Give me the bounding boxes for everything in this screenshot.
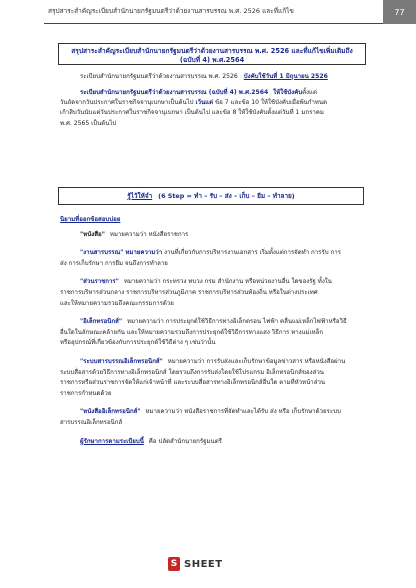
def-7-text: คือ ปลัดสำนักนายกรัฐมนตรี: [148, 437, 222, 445]
def-5-term: "ระบบสารบรรณอิเล็กทรอนิกส์": [80, 357, 163, 365]
paragraph-2-line3: เก้าสิบวันนับแต่วันประกาศในราชกิจจานุเบกษา เป็นต้นไป และข้อ 8 ให้ใช้บังคับตั้งแต่วันที่ 1 มกราคม: [60, 109, 324, 117]
paragraph-2: [60, 88, 366, 129]
sheet-logo-icon: S: [168, 557, 180, 571]
paragraph-2-line2a: วันถัดจากวันประกาศในราชกิจจานุเบกษาเป็นต้นไป: [60, 99, 194, 107]
title-box: [58, 43, 366, 65]
def-5-line3: ราชการหรือส่วนราชการจัดให้แก่เจ้าหน้าที่ และระบบสื่อสารทางอิเล็กทรอนิกส์อื่นใด ตามที่หัวหน้าส่วน: [60, 379, 326, 387]
paragraph-1-text: ระเบียบสำนักนายกรัฐมนตรีว่าด้วยงานสารบรรณ พ.ศ. 2526: [80, 73, 238, 80]
title-line-1: สรุปสาระสำคัญระเบียบสำนักนายกรัฐมนตรีว่าด้วยงานสารบรรณ พ.ศ. 2526 และที่แก้ไขเพิ่มเติมถึง: [71, 47, 353, 55]
definitions-heading: นิยามที่ออกข้อสอบบ่อย: [60, 216, 121, 223]
def-3-term: "ส่วนราชการ": [80, 278, 119, 286]
def-7-term: ผู้รักษาการตามระเบียบนี้: [80, 437, 144, 445]
def-4-line3: หรืออุปกรณ์ที่เกี่ยวข้องกับการประยุกต์ใช้วิธีต่าง ๆ เช่นว่านั้น: [60, 339, 216, 347]
def-6-line1: หมายความว่า หนังสือราชการที่จัดทำและได้รับ ส่ง หรือ เก็บรักษาด้วยระบบ: [145, 408, 341, 416]
definitions-section: [60, 215, 366, 447]
def-2-line1: งานที่เกี่ยวกับการบริหารงานเอกสาร เริ่มตั้งแต่การจัดทำ การรับ การ: [164, 249, 341, 257]
def-4-term: "อิเล็กทรอนิกส์": [80, 318, 123, 326]
def-2-keyword: หมายความว่า: [125, 249, 163, 257]
def-3-line1: หมายความว่า กระทรวง ทบวง กรม สำนักงาน หรือหน่วยงานอื่น ใดของรัฐ ทั้งใน: [123, 278, 332, 286]
paragraph-2-bold: ระเบียบสำนักนายกรัฐมนตรีว่าด้วยงานสารบรรณ (ฉบับที่ 4) พ.ศ.2564: [80, 89, 269, 96]
def-6-line2: สารบรรณอิเล็กทรอนิกส์: [60, 418, 123, 426]
def-5-line4: ราชการกำหนดด้วย: [60, 389, 112, 397]
def-3-line3: และให้หมายความรวมถึงคณะกรรมการด้วย: [60, 299, 174, 307]
def-5-line1: หมายความว่า การรับส่งและเก็บรักษาข้อมูลข่าวสาร หรือหนังสือผ่าน: [167, 357, 346, 365]
paragraph-2-line2b: เว้นแต่: [195, 99, 214, 107]
def-2-line2: ส่ง การเก็บรักษา การยืม จนถึงการทำลาย: [60, 259, 168, 267]
footer-logo: [168, 557, 223, 571]
def-1-text: หมายความว่า หนังสือราชการ: [109, 230, 189, 238]
paragraph-1: [60, 72, 366, 82]
paragraph-2-line4: พ.ศ. 2565 เป็นต้นไป: [60, 119, 117, 127]
def-1-term: "หนังสือ": [80, 230, 105, 238]
summary-text: (6 Step = ทำ – รับ – ส่ง – เก็บ – ยืม – ทำลาย): [158, 192, 295, 200]
page-number-box: 77: [383, 0, 416, 24]
header-divider: [44, 23, 383, 24]
footer-brand: SHEET: [184, 558, 223, 570]
def-4-line1: หมายความว่า การประยุกต์ใช้วิธีการทางอิเล็กตรอน ไฟฟ้า คลื่นแม่เหล็กไฟฟ้าหรือวิธี: [126, 318, 347, 326]
def-5-line2: ระบบสื่อสารด้วยวิธีการทางอิเล็กทรอนิกส์ โดยรวมถึงการรับส่งโดยใช้โปรแกรม อิเล็กทรอนิกส์ของส่วน: [60, 368, 324, 376]
def-2-term: "งานสารบรรณ": [80, 249, 124, 257]
title-line-2: (ฉบับที่ 4) พ.ศ.2564: [179, 56, 245, 64]
summary-label: รู้ไว้ให้จำ: [127, 192, 153, 200]
def-3-line2: ราชการบริหารส่วนกลาง ราชการบริหารส่วนภูมิภาค ราชการบริหารส่วนท้องถิ่น หรือในต่างประเทศ: [60, 288, 318, 296]
paragraph-2-line2c: ข้อ 7 และข้อ 10 ให้ใช้บังคับเมื่อพ้นกำหนด: [214, 99, 328, 107]
paragraph-1-effective: บังคับใช้วันที่ 1 มิถุนายน 2526: [243, 73, 328, 80]
summary-box: [58, 187, 364, 205]
def-6-term: "หนังสืออิเล็กทรอนิกส์": [80, 408, 141, 416]
def-4-line2: อื่นใดในลักษณะคล้ายกัน และให้หมายความรวมถึงการประยุกต์ใช้วิธีการทางแสง วิธีการ ทางแม่เหล็ก: [60, 328, 324, 336]
paragraph-2-effective: ให้ใช้บังคับ: [273, 89, 303, 96]
paragraph-2-tail: ตั้งแต่: [302, 89, 317, 96]
header-title: สรุปสาระสำคัญระเบียบสำนักนายกรัฐมนตรีว่าด้วยงานสารบรรณ พ.ศ. 2526 และที่แก้ไข: [48, 7, 294, 15]
